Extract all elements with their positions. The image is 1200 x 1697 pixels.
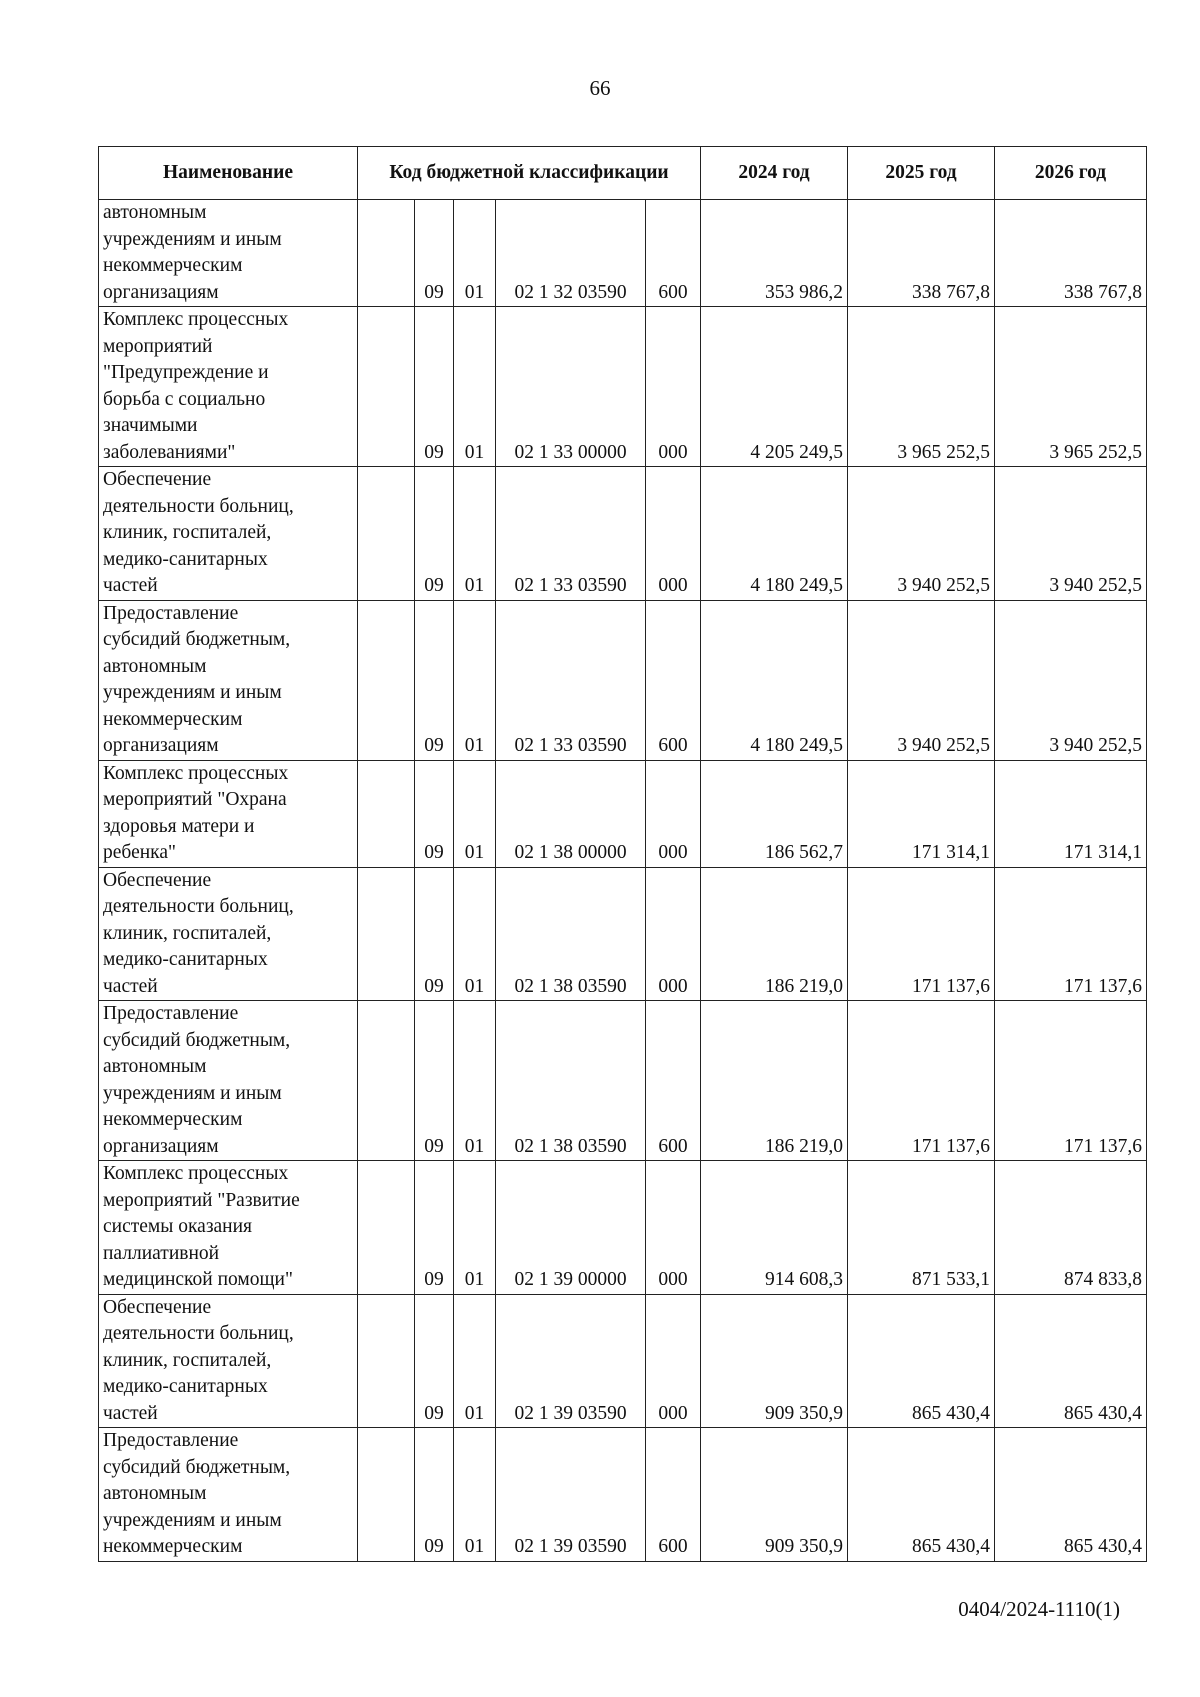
row-code-section: 09 <box>415 867 454 1001</box>
row-code-target: 02 1 38 03590 <box>496 867 646 1001</box>
row-value-2026: 3 965 252,5 <box>995 307 1147 467</box>
row-code-section: 09 <box>415 200 454 307</box>
row-code-target: 02 1 39 03590 <box>496 1294 646 1428</box>
row-code-type: 600 <box>646 1428 701 1562</box>
header-code: Код бюджетной классификации <box>358 147 701 200</box>
row-code-target: 02 1 38 03590 <box>496 1001 646 1161</box>
row-code-subsection: 01 <box>454 760 496 867</box>
row-code-subsection: 01 <box>454 867 496 1001</box>
row-value-2026: 3 940 252,5 <box>995 600 1147 760</box>
row-value-2026: 171 137,6 <box>995 1001 1147 1161</box>
row-code-subsection: 01 <box>454 1428 496 1562</box>
row-code-target: 02 1 39 00000 <box>496 1161 646 1295</box>
row-code-subsection: 01 <box>454 1161 496 1295</box>
row-code-section: 09 <box>415 1428 454 1562</box>
page-number: 66 <box>589 76 611 100</box>
row-code-target: 02 1 39 03590 <box>496 1428 646 1562</box>
table-row <box>99 200 1147 307</box>
row-code-section: 09 <box>415 307 454 467</box>
row-code-section: 09 <box>415 1001 454 1161</box>
row-value-2026: 865 430,4 <box>995 1294 1147 1428</box>
row-code-type: 000 <box>646 307 701 467</box>
row-value-2024: 186 219,0 <box>701 1001 848 1161</box>
table-body <box>99 200 1147 1562</box>
row-code-type: 000 <box>646 1294 701 1428</box>
row-value-2024: 909 350,9 <box>701 1294 848 1428</box>
row-blank-cell <box>358 307 415 467</box>
row-value-2025: 3 940 252,5 <box>848 600 995 760</box>
row-code-target: 02 1 32 03590 <box>496 200 646 307</box>
row-blank-cell <box>358 1428 415 1562</box>
row-value-2024: 4 205 249,5 <box>701 307 848 467</box>
row-code-target: 02 1 38 00000 <box>496 760 646 867</box>
row-blank-cell <box>358 1161 415 1295</box>
row-blank-cell <box>358 1001 415 1161</box>
row-value-2026: 338 767,8 <box>995 200 1147 307</box>
row-name: Комплекс процессных мероприятий "Охрана здоровья матери и ребенка" <box>99 760 358 867</box>
row-code-subsection: 01 <box>454 600 496 760</box>
header-2026: 2026 год <box>995 147 1147 200</box>
row-value-2024: 4 180 249,5 <box>701 467 848 601</box>
table-row <box>99 467 1147 601</box>
row-name: Предоставление субсидий бюджетным, автономным учреждениям и иным некоммерческим организациям <box>99 1001 358 1161</box>
row-name: Комплекс процессных мероприятий "Развитие системы оказания паллиативной медицинской помощи" <box>99 1161 358 1295</box>
row-code-type: 600 <box>646 200 701 307</box>
row-blank-cell <box>358 760 415 867</box>
row-value-2024: 353 986,2 <box>701 200 848 307</box>
row-code-type: 000 <box>646 760 701 867</box>
row-code-section: 09 <box>415 1294 454 1428</box>
row-code-type: 000 <box>646 467 701 601</box>
table-row <box>99 1428 1147 1562</box>
row-name: Предоставление субсидий бюджетным, автономным учреждениям и иным некоммерческим <box>99 1428 358 1562</box>
row-value-2024: 914 608,3 <box>701 1161 848 1295</box>
row-code-target: 02 1 33 03590 <box>496 600 646 760</box>
row-value-2024: 909 350,9 <box>701 1428 848 1562</box>
row-value-2024: 186 219,0 <box>701 867 848 1001</box>
row-code-target: 02 1 33 03590 <box>496 467 646 601</box>
row-value-2026: 874 833,8 <box>995 1161 1147 1295</box>
row-code-type: 000 <box>646 867 701 1001</box>
row-value-2025: 171 137,6 <box>848 867 995 1001</box>
budget-table <box>98 146 1147 1562</box>
row-code-subsection: 01 <box>454 1001 496 1161</box>
row-blank-cell <box>358 200 415 307</box>
row-name: Обеспечение деятельности больниц, клиник, госпиталей, медико-санитарных частей <box>99 867 358 1001</box>
row-value-2025: 865 430,4 <box>848 1428 995 1562</box>
row-code-subsection: 01 <box>454 200 496 307</box>
header-2025: 2025 год <box>848 147 995 200</box>
row-name: Обеспечение деятельности больниц, клиник, госпиталей, медико-санитарных частей <box>99 1294 358 1428</box>
table-row <box>99 600 1147 760</box>
row-code-section: 09 <box>415 467 454 601</box>
row-blank-cell <box>358 1294 415 1428</box>
row-value-2026: 3 940 252,5 <box>995 467 1147 601</box>
row-code-type: 600 <box>646 1001 701 1161</box>
row-code-section: 09 <box>415 760 454 867</box>
table-row <box>99 1001 1147 1161</box>
header-2024: 2024 год <box>701 147 848 200</box>
table-row <box>99 760 1147 867</box>
row-name: Комплекс процессных мероприятий "Предупреждение и борьба с социально значимыми заболеваниями" <box>99 307 358 467</box>
row-blank-cell <box>358 867 415 1001</box>
row-name: Предоставление субсидий бюджетным, автономным учреждениям и иным некоммерческим организациям <box>99 600 358 760</box>
row-value-2025: 3 940 252,5 <box>848 467 995 601</box>
row-blank-cell <box>358 600 415 760</box>
table-row <box>99 1294 1147 1428</box>
row-value-2025: 871 533,1 <box>848 1161 995 1295</box>
row-value-2025: 338 767,8 <box>848 200 995 307</box>
row-value-2025: 171 137,6 <box>848 1001 995 1161</box>
row-value-2024: 4 180 249,5 <box>701 600 848 760</box>
row-code-subsection: 01 <box>454 467 496 601</box>
row-value-2026: 171 137,6 <box>995 867 1147 1001</box>
row-blank-cell <box>358 467 415 601</box>
row-value-2025: 171 314,1 <box>848 760 995 867</box>
row-code-subsection: 01 <box>454 1294 496 1428</box>
row-value-2026: 171 314,1 <box>995 760 1147 867</box>
row-name: автономным учреждениям и иным некоммерческим организациям <box>99 200 358 307</box>
document-code: 0404/2024-1110(1) <box>958 1597 1120 1621</box>
row-value-2024: 186 562,7 <box>701 760 848 867</box>
row-code-section: 09 <box>415 600 454 760</box>
row-code-type: 000 <box>646 1161 701 1295</box>
row-code-section: 09 <box>415 1161 454 1295</box>
table-header-row <box>99 147 1147 200</box>
header-name: Наименование <box>99 147 358 200</box>
row-name: Обеспечение деятельности больниц, клиник, госпиталей, медико-санитарных частей <box>99 467 358 601</box>
row-code-target: 02 1 33 00000 <box>496 307 646 467</box>
row-value-2025: 3 965 252,5 <box>848 307 995 467</box>
row-value-2026: 865 430,4 <box>995 1428 1147 1562</box>
table-row <box>99 1161 1147 1295</box>
table-row <box>99 867 1147 1001</box>
row-value-2025: 865 430,4 <box>848 1294 995 1428</box>
row-code-subsection: 01 <box>454 307 496 467</box>
row-code-type: 600 <box>646 600 701 760</box>
table-row <box>99 307 1147 467</box>
